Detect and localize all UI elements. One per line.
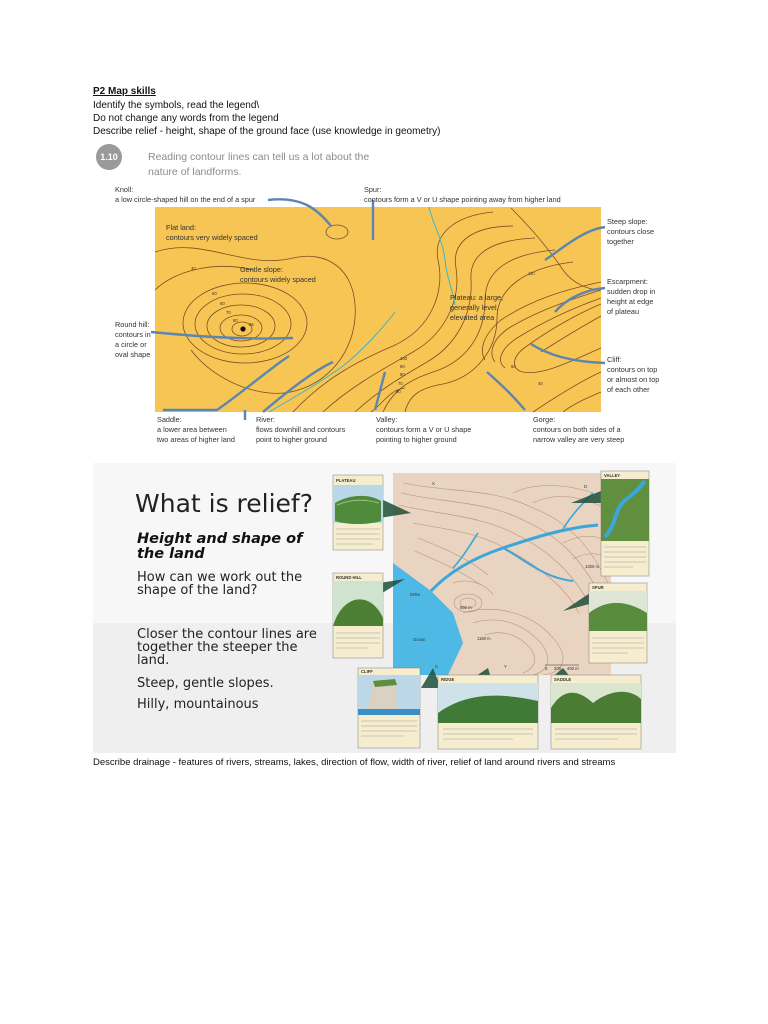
svg-text:50: 50 bbox=[212, 291, 217, 296]
svg-text:50: 50 bbox=[511, 364, 516, 369]
escarpment-text: height at edge bbox=[607, 297, 654, 306]
slide-title: What is relief? bbox=[135, 489, 314, 518]
cliff-text: of each other bbox=[607, 385, 650, 394]
figure-caption: nature of landforms. bbox=[148, 166, 242, 178]
svg-text:40: 40 bbox=[191, 266, 196, 271]
slide-question: shape of the land? bbox=[137, 583, 258, 598]
gentle-slope-label: Gentle slope: bbox=[240, 265, 283, 274]
slide-point: Hilly, mountainous bbox=[137, 697, 259, 712]
gorge-text: contours on both sides of a bbox=[533, 425, 621, 434]
contour-landforms-figure bbox=[93, 140, 673, 455]
relief-slide bbox=[93, 463, 676, 753]
slide-statement: together the steeper the bbox=[137, 640, 298, 655]
river-text: flows downhill and contours bbox=[256, 425, 346, 434]
knoll-label: Knoll: bbox=[115, 185, 134, 194]
spot-height-marker bbox=[240, 326, 245, 331]
slide-point: Steep, gentle slopes. bbox=[137, 676, 274, 691]
valley-panel bbox=[601, 471, 649, 576]
svg-text:60: 60 bbox=[396, 389, 401, 394]
cliff-text: or almost on top bbox=[607, 375, 660, 384]
svg-text:200: 200 bbox=[554, 666, 561, 671]
round-hill-text: oval shape bbox=[115, 350, 151, 359]
steep-slope-text: contours close bbox=[607, 227, 655, 236]
svg-text:X: X bbox=[432, 481, 435, 486]
saddle-label: Saddle: bbox=[157, 415, 182, 424]
svg-text:ROUND HILL: ROUND HILL bbox=[336, 575, 362, 580]
figure-caption: Reading contour lines can tell us a lot about the bbox=[148, 151, 370, 163]
instruction-line: Do not change any words from the legend bbox=[93, 113, 279, 124]
river-text: point to higher ground bbox=[256, 435, 327, 444]
valley-text: pointing to higher ground bbox=[376, 435, 457, 444]
svg-text:CLIFF: CLIFF bbox=[361, 669, 373, 674]
plateau-label: Plateau: a large, bbox=[450, 293, 504, 302]
steep-slope-text: together bbox=[607, 237, 634, 246]
ridge-panel bbox=[438, 675, 538, 749]
cliff-panel bbox=[358, 668, 420, 748]
svg-text:VALLEY: VALLEY bbox=[604, 473, 621, 478]
slide-statement: land. bbox=[137, 653, 170, 668]
slide-subtitle: the land bbox=[137, 546, 205, 562]
gentle-slope-text: contours widely spaced bbox=[240, 275, 316, 284]
svg-text:1160 m: 1160 m bbox=[477, 636, 491, 641]
round-hill-panel bbox=[333, 573, 383, 658]
round-hill-label: Round hill: bbox=[115, 320, 150, 329]
svg-text:110: 110 bbox=[528, 271, 535, 276]
saddle-text: two areas of higher land bbox=[157, 435, 235, 444]
river-label: River: bbox=[256, 415, 276, 424]
slide-subtitle: Height and shape of bbox=[137, 531, 303, 547]
svg-text:PLATEAU: PLATEAU bbox=[336, 478, 356, 483]
cliff-label: Cliff: bbox=[607, 355, 622, 364]
svg-text:80: 80 bbox=[233, 318, 238, 323]
svg-text:400 m: 400 m bbox=[567, 666, 579, 671]
escarpment-label: Escarpment: bbox=[607, 277, 648, 286]
svg-text:1300 m: 1300 m bbox=[585, 564, 599, 569]
svg-text:SPUR: SPUR bbox=[592, 585, 604, 590]
svg-text:D: D bbox=[584, 484, 588, 489]
saddle-panel bbox=[551, 675, 641, 749]
topographic-map bbox=[393, 473, 611, 675]
svg-text:70: 70 bbox=[226, 310, 231, 315]
svg-text:40: 40 bbox=[538, 381, 543, 386]
valley-text: contours form a V or U shape bbox=[376, 425, 472, 434]
plateau-text: generally level, bbox=[450, 303, 499, 312]
page-heading: P2 Map skills bbox=[93, 86, 156, 97]
spur-panel bbox=[589, 583, 647, 663]
svg-text:C: C bbox=[435, 664, 439, 669]
round-hill-text: a circle or bbox=[115, 340, 147, 349]
cliff-text: contours on top bbox=[607, 365, 658, 374]
slide-statement: Closer the contour lines are bbox=[137, 627, 317, 642]
svg-text:SADDLE: SADDLE bbox=[554, 677, 572, 682]
svg-text:Y: Y bbox=[504, 664, 507, 669]
escarpment-text: of plateau bbox=[607, 307, 640, 316]
flat-land-text: contours very widely spaced bbox=[166, 233, 258, 242]
drainage-instruction: Describe drainage - features of rivers, streams, lakes, direction of flow, width of river, relief of land around rivers and streams bbox=[93, 757, 616, 768]
steep-slope-label: Steep slope: bbox=[607, 217, 648, 226]
slide-question: How can we work out the bbox=[137, 570, 303, 585]
gorge-text: narrow valley are very steep bbox=[533, 435, 625, 444]
figure-number: 1.10 bbox=[100, 152, 118, 162]
svg-text:RIDGE: RIDGE bbox=[441, 677, 455, 682]
round-hill-text: contours in bbox=[115, 330, 151, 339]
svg-text:70: 70 bbox=[398, 381, 403, 386]
svg-text:86: 86 bbox=[249, 322, 254, 327]
svg-text:80: 80 bbox=[400, 372, 405, 377]
svg-text:Ocean: Ocean bbox=[413, 637, 426, 642]
valley-label: Valley: bbox=[376, 415, 398, 424]
plateau-panel bbox=[333, 475, 383, 550]
escarpment-text: sudden drop in bbox=[607, 287, 656, 296]
flat-land-label: Flat land: bbox=[166, 223, 197, 232]
knoll-description: a low circle-shaped hill on the end of a spur bbox=[115, 195, 256, 204]
spur-description: contours form a V or U shape pointing away from higher land bbox=[364, 195, 561, 204]
saddle-text: a lower area between bbox=[157, 425, 227, 434]
instruction-line: Describe relief - height, shape of the ground face (use knowledge in geometry) bbox=[93, 126, 441, 137]
instruction-line: Identify the symbols, read the legend\ bbox=[93, 100, 260, 111]
svg-text:850 m: 850 m bbox=[460, 605, 472, 610]
svg-text:60: 60 bbox=[220, 301, 225, 306]
svg-text:100: 100 bbox=[400, 356, 407, 361]
gorge-label: Gorge: bbox=[533, 415, 556, 424]
svg-text:0: 0 bbox=[545, 666, 548, 671]
spur-label: Spur: bbox=[364, 185, 382, 194]
svg-text:Delta: Delta bbox=[410, 592, 420, 597]
svg-text:90: 90 bbox=[400, 364, 405, 369]
plateau-text: elevated area bbox=[450, 313, 495, 322]
